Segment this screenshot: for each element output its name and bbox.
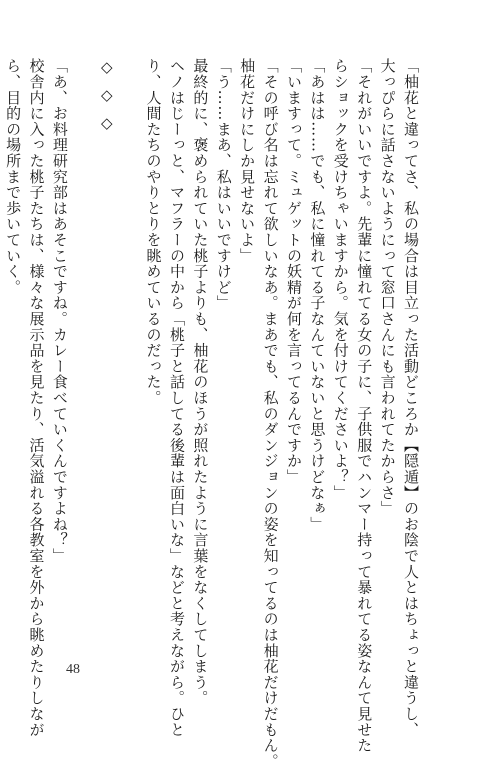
text-line: 最終的に、褒められていた桃子よりも、柚花のほうが照れたように言葉をなくしてしまう。 <box>191 58 210 706</box>
text-line: 「その呼び名は忘れて欲しいなあ。まあでも、私のダンジョンの姿を知ってるのは柚花だけだもん。 <box>261 58 280 769</box>
text-line: ヘノはじーっと、マフラーの中から「桃子と話してる後輩は面白いな」などと考えながら。ひと <box>167 58 186 738</box>
text-line: り、人間たちのやりとりを眺めているのだった。 <box>144 58 163 406</box>
text-line: 「う……まあ、私はいいですけど」 <box>214 58 233 311</box>
text-line: 校舎内に入った桃子たちは、様々な展示品を見たり、活気溢れる各教室を外から眺めたりしなが <box>27 58 46 738</box>
text-line: 「それがいいですよ。先輩に憧れてる女の子に、子供服でハンマー持って暴れてる姿なんて見せた <box>355 58 374 754</box>
section-separator: ◇◇◇ <box>97 58 116 142</box>
text-line: 「あ、お料理研究部はあそこですね。カレー食べていくんですよね？」 <box>50 58 69 564</box>
text-line: ら、目的の場所まで歩いていく。 <box>4 58 23 295</box>
text-line: 柚花だけにしか見せないよ」 <box>238 58 257 264</box>
blank-line <box>71 58 94 636</box>
page-number: 48 <box>66 662 80 677</box>
text-line: らショックを受けちゃいますから。気を付けてくださいよ？」 <box>331 58 350 501</box>
text-line: 「柚花と違ってさ、私の場合は目立った活動どころか【隠遁】のお陰で人とはちょっと違うし、 <box>402 58 420 738</box>
text-line: 大っぴらに話さないようにって窓口さんにも言われてたからさ」 <box>378 58 397 517</box>
text-line: 「いますって。ミュゲットの妖精が何を言ってるんですか」 <box>284 58 303 485</box>
blank-line <box>118 58 141 636</box>
text-line <box>0 58 1 636</box>
text-line: 「あはは……でも、私に憧れてる子なんていないと思うけどなぁ」 <box>308 58 327 532</box>
